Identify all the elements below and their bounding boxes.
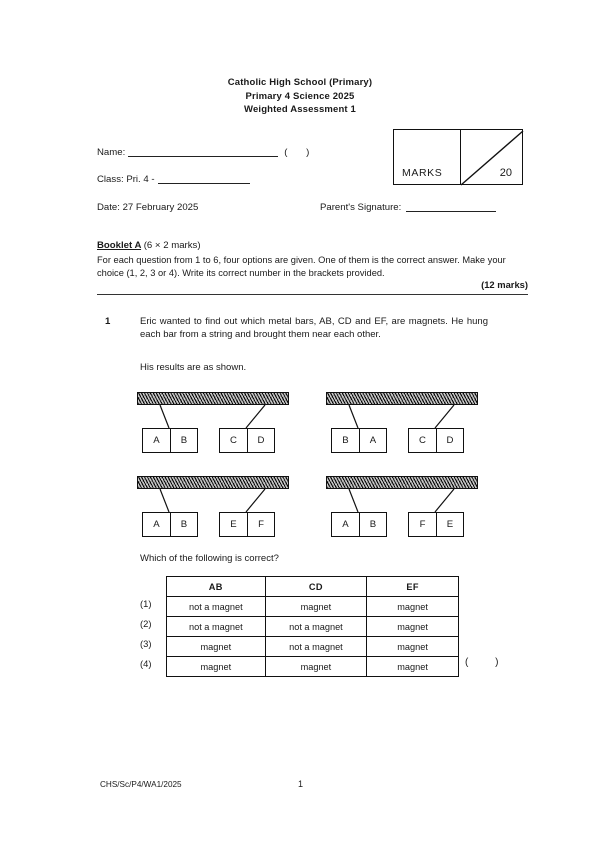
table-row[interactable] [167, 657, 459, 677]
bar-cell: C [230, 435, 237, 446]
table-cell: magnet [167, 657, 266, 677]
booklet-instructions: For each question from 1 to 6, four options are given. One of them is the correct answer. Make your choice (1, 2, 3 or 4). Write its correct number in the brackets provided. [97, 255, 506, 278]
name-label: Name: [97, 147, 126, 158]
column-header-ef: EF [367, 577, 459, 597]
bar-cell: B [342, 435, 349, 446]
subject-line: Primary 4 Science 2025 [245, 90, 355, 102]
booklet-heading [97, 240, 201, 251]
table-cell: magnet [265, 597, 367, 617]
bar-cell: A [342, 519, 349, 530]
page-header [0, 76, 600, 117]
diagram-bottom-left [137, 476, 297, 544]
bar-cell: A [153, 435, 160, 446]
question-subtext: His results are as shown. [140, 362, 247, 373]
option-label-1[interactable]: (1) [140, 598, 152, 609]
table-cell: magnet [367, 597, 459, 617]
footer-page-number: 1 [298, 779, 304, 789]
signature-label: Parent's Signature: [320, 202, 402, 213]
table-cell: not a magnet [265, 617, 367, 637]
bar-cell: B [170, 513, 197, 536]
booklet-marks-scheme: (6 × 2 marks) [143, 240, 201, 251]
question-prompt: Which of the following is correct? [140, 553, 279, 564]
section-divider [97, 294, 528, 295]
question-number: 1 [105, 316, 111, 327]
table-cell: magnet [367, 637, 459, 657]
marks-total-value: 20 [499, 167, 512, 179]
diagram-bottom-right [326, 476, 486, 544]
metal-bar-right [219, 512, 275, 537]
name-index-brackets[interactable]: ( ) [284, 147, 318, 158]
marks-label: MARKS [402, 167, 443, 179]
class-field-row [97, 174, 250, 185]
diagram-top-left [137, 392, 297, 460]
name-input[interactable] [128, 156, 278, 157]
question-stem: Eric wanted to find out which metal bars, AB, CD and EF, are magnets. He hung each bar from a string and brought them near each other. [140, 316, 488, 340]
column-header-ab: AB [167, 577, 266, 597]
bar-cell: A [153, 519, 160, 530]
table-header-row [167, 577, 459, 597]
hatched-support-bar-icon [326, 392, 478, 405]
class-input[interactable] [158, 183, 250, 184]
metal-bar-left [142, 428, 198, 453]
footer-paper-code: CHS/Sc/P4/WA1/2025 [100, 780, 182, 789]
table-cell: not a magnet [265, 637, 367, 657]
metal-bar-right [408, 512, 464, 537]
bar-cell: E [230, 519, 237, 530]
metal-bar-left [142, 512, 198, 537]
metal-bar-right [408, 428, 464, 453]
diagram-top-right [326, 392, 486, 460]
options-table [166, 576, 459, 677]
bar-cell: F [247, 513, 274, 536]
option-label-3[interactable]: (3) [140, 638, 152, 649]
bar-cell: E [436, 513, 463, 536]
hatched-support-bar-icon [326, 476, 478, 489]
table-cell: magnet [265, 657, 367, 677]
metal-bar-right [219, 428, 275, 453]
signature-field-row [320, 202, 496, 213]
class-label: Class: Pri. 4 - [97, 174, 155, 185]
option-label-2[interactable]: (2) [140, 618, 152, 629]
metal-bar-left [331, 512, 387, 537]
signature-input[interactable] [406, 211, 496, 212]
hatched-support-bar-icon [137, 476, 289, 489]
bar-cell: D [247, 429, 274, 452]
table-row[interactable] [167, 637, 459, 657]
table-cell: not a magnet [167, 617, 266, 637]
hatched-support-bar-icon [137, 392, 289, 405]
assessment-title: Weighted Assessment 1 [244, 104, 356, 115]
table-row[interactable] [167, 617, 459, 637]
name-field-row [97, 147, 317, 158]
table-cell: not a magnet [167, 597, 266, 617]
booklet-total-marks: (12 marks) [481, 279, 528, 290]
bar-cell: D [436, 429, 463, 452]
table-cell: magnet [367, 657, 459, 677]
bar-cell: B [359, 513, 386, 536]
table-row[interactable] [167, 597, 459, 617]
table-cell: magnet [167, 637, 266, 657]
booklet-title: Booklet A [97, 240, 142, 251]
marks-diagonal-line [460, 130, 524, 186]
bar-cell: B [170, 429, 197, 452]
column-header-cd: CD [265, 577, 367, 597]
date-label: Date: 27 February 2025 [97, 202, 199, 213]
bar-cell: A [359, 429, 386, 452]
answer-brackets[interactable]: ( ) [465, 657, 511, 668]
metal-bar-left [331, 428, 387, 453]
table-cell: magnet [367, 617, 459, 637]
bar-cell: F [419, 519, 426, 530]
bar-cell: C [419, 435, 426, 446]
marks-box [393, 129, 523, 185]
option-label-4[interactable]: (4) [140, 658, 152, 669]
school-name: Catholic High School (Primary) [227, 77, 373, 88]
